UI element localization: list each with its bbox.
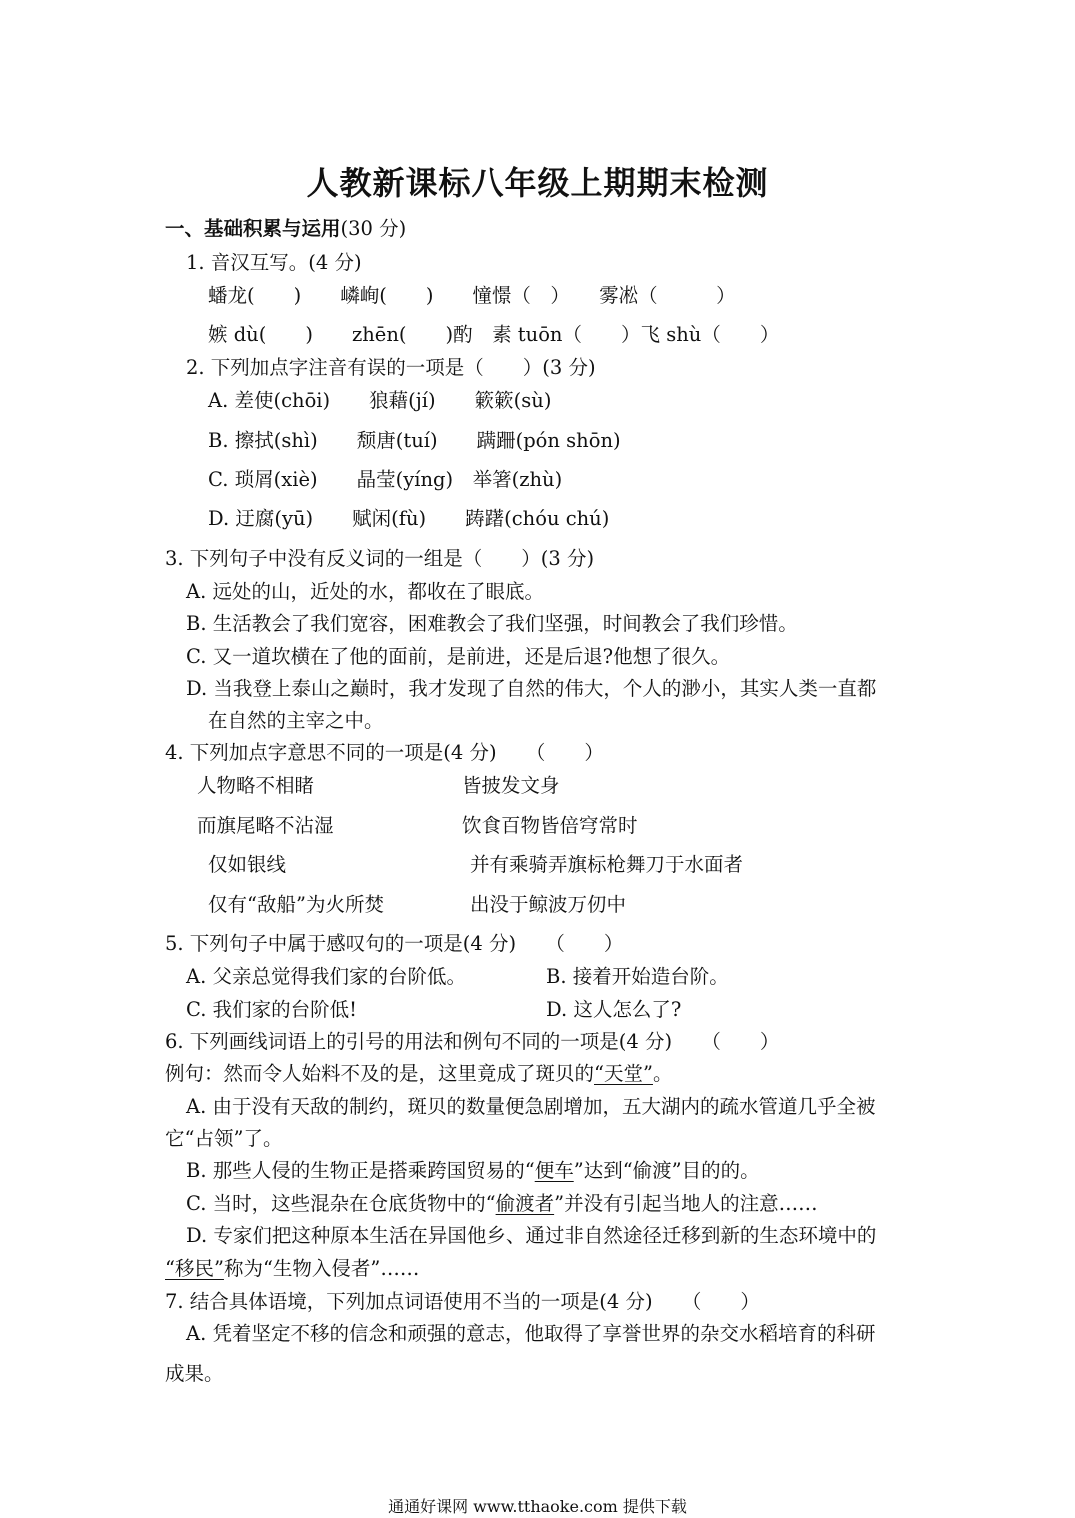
q4-stem: 4. 下列加点字意思不同的一项是(4 分) （ ） bbox=[165, 741, 604, 764]
q7-option-a-line-2: 成果。 bbox=[165, 1362, 224, 1385]
q6-example-end: 。 bbox=[652, 1062, 673, 1085]
section-heading bbox=[165, 216, 406, 242]
q6-option-c bbox=[186, 1191, 818, 1217]
q6-option-b bbox=[186, 1158, 760, 1184]
q7-option-a-line-1: A. 凭着坚定不移的信念和顽强的意志，他取得了享誉世界的杂交水稻培育的科研 bbox=[186, 1322, 876, 1345]
page-footer: 通通好课网 www.tthaoke.com 提供下载 bbox=[388, 1497, 687, 1516]
q5-stem: 5. 下列句子中属于感叹句的一项是(4 分) （ ） bbox=[165, 932, 624, 955]
q5-option-b: B. 接着开始造台阶。 bbox=[546, 965, 729, 988]
q6-option-b-text: B. 那些人侵的生物正是搭乘跨国贸易的“ bbox=[186, 1159, 535, 1182]
q4-d-left: 仅有“敌船”为火所焚 bbox=[208, 893, 384, 916]
q6-stem: 6. 下列画线词语上的引号的用法和例句不同的一项是(4 分) （ ） bbox=[165, 1030, 780, 1053]
q6-option-d-line-1: D. 专家们把这种原本生活在异国他乡、通过非自然途径迁移到新的生态环境中的 bbox=[186, 1224, 877, 1247]
q6-option-b-underlined: 便车 bbox=[534, 1159, 574, 1182]
q4-d-right: 出没于鲸波万仞中 bbox=[470, 893, 627, 916]
q3-stem: 3. 下列句子中没有反义词的一组是（ ）(3 分) bbox=[165, 547, 595, 570]
q6-option-d-underlined: “移民” bbox=[165, 1257, 224, 1280]
q6-example-underlined: “天堂” bbox=[594, 1062, 653, 1085]
q2-option-b: B. 擦拭(shì) 颓唐(tuí) 蹒跚(pón shōn) bbox=[208, 429, 621, 452]
q4-a-left: 人物略不相睹 bbox=[197, 774, 315, 797]
q6-option-c-underlined: 偷渡者 bbox=[495, 1192, 555, 1215]
q3-option-d-line-2: 在自然的主宰之中。 bbox=[208, 709, 384, 732]
q6-example bbox=[165, 1061, 672, 1087]
q5-option-a: A. 父亲总觉得我们家的台阶低。 bbox=[186, 965, 466, 988]
q3-option-c: C. 又一道坎横在了他的面前，是前进，还是后退?他想了很久。 bbox=[186, 645, 731, 668]
q3-option-a: A. 远处的山，近处的水，都收在了眼底。 bbox=[186, 580, 544, 603]
q5-option-c: C. 我们家的台阶低! bbox=[186, 998, 357, 1021]
q6-option-c-text: C. 当时，这些混杂在仓底货物中的“ bbox=[186, 1192, 496, 1215]
page-title: 人教新课标八年级上期期末检测 bbox=[306, 164, 769, 202]
q1-row-1: 蟠龙( ) 嶙峋( ) 憧憬（ ） 雾凇（ ） bbox=[208, 284, 736, 307]
q3-option-b: B. 生活教会了我们宽容，困难教会了我们坚强，时间教会了我们珍惜。 bbox=[186, 612, 798, 635]
q6-option-a-line-1: A. 由于没有天敌的制约，斑贝的数量便急剧增加，五大湖内的疏水管道几乎全被 bbox=[186, 1095, 876, 1118]
q7-stem: 7. 结合具体语境，下列加点词语使用不当的一项是(4 分) （ ） bbox=[165, 1290, 760, 1313]
q1-row-2: 嫉 dù( ) zhēn( )酌 素 tuōn（ ）飞 shù（ ） bbox=[208, 323, 780, 346]
q6-option-c-end: ”并没有引起当地人的注意…… bbox=[554, 1192, 818, 1215]
section-score: (30 分) bbox=[340, 217, 407, 240]
q2-option-d: D. 迂腐(yū) 赋闲(fù) 踌躇(chóu chú) bbox=[208, 507, 610, 530]
section-title: 一、基础积累与运用 bbox=[165, 217, 341, 240]
q6-option-b-end: ”达到“偷渡”目的的。 bbox=[573, 1159, 760, 1182]
q4-c-right: 并有乘骑弄旗标枪舞刀于水面者 bbox=[470, 853, 744, 876]
q6-option-d-line-2 bbox=[165, 1256, 419, 1282]
q4-a-right: 皆披发文身 bbox=[462, 774, 560, 797]
q4-c-left: 仅如银线 bbox=[208, 853, 287, 876]
q1-stem: 1. 音汉互写。(4 分) bbox=[186, 251, 362, 274]
q6-example-text: 例句：然而令人始料不及的是，这里竟成了斑贝的 bbox=[165, 1062, 595, 1085]
q5-option-d: D. 这人怎么了? bbox=[546, 998, 682, 1021]
q2-option-a: A. 差使(chōi) 狼藉(jí) 簌簌(sù) bbox=[208, 389, 552, 412]
q6-option-d-end: 称为“生物入侵者”…… bbox=[223, 1257, 420, 1280]
q4-b-right: 饮食百物皆倍穹常时 bbox=[462, 814, 638, 837]
q6-option-a-line-2: 它“占领”了。 bbox=[165, 1127, 283, 1150]
q4-b-left: 而旗尾略不沾湿 bbox=[197, 814, 334, 837]
q3-option-d-line-1: D. 当我登上泰山之巅时，我才发现了自然的伟大，个人的渺小，其实人类一直都 bbox=[186, 677, 877, 700]
q2-option-c: C. 琐屑(xiè) 晶莹(yíng) 举箸(zhù) bbox=[208, 468, 563, 491]
q2-stem: 2. 下列加点字注音有误的一项是（ ）(3 分) bbox=[186, 356, 596, 379]
